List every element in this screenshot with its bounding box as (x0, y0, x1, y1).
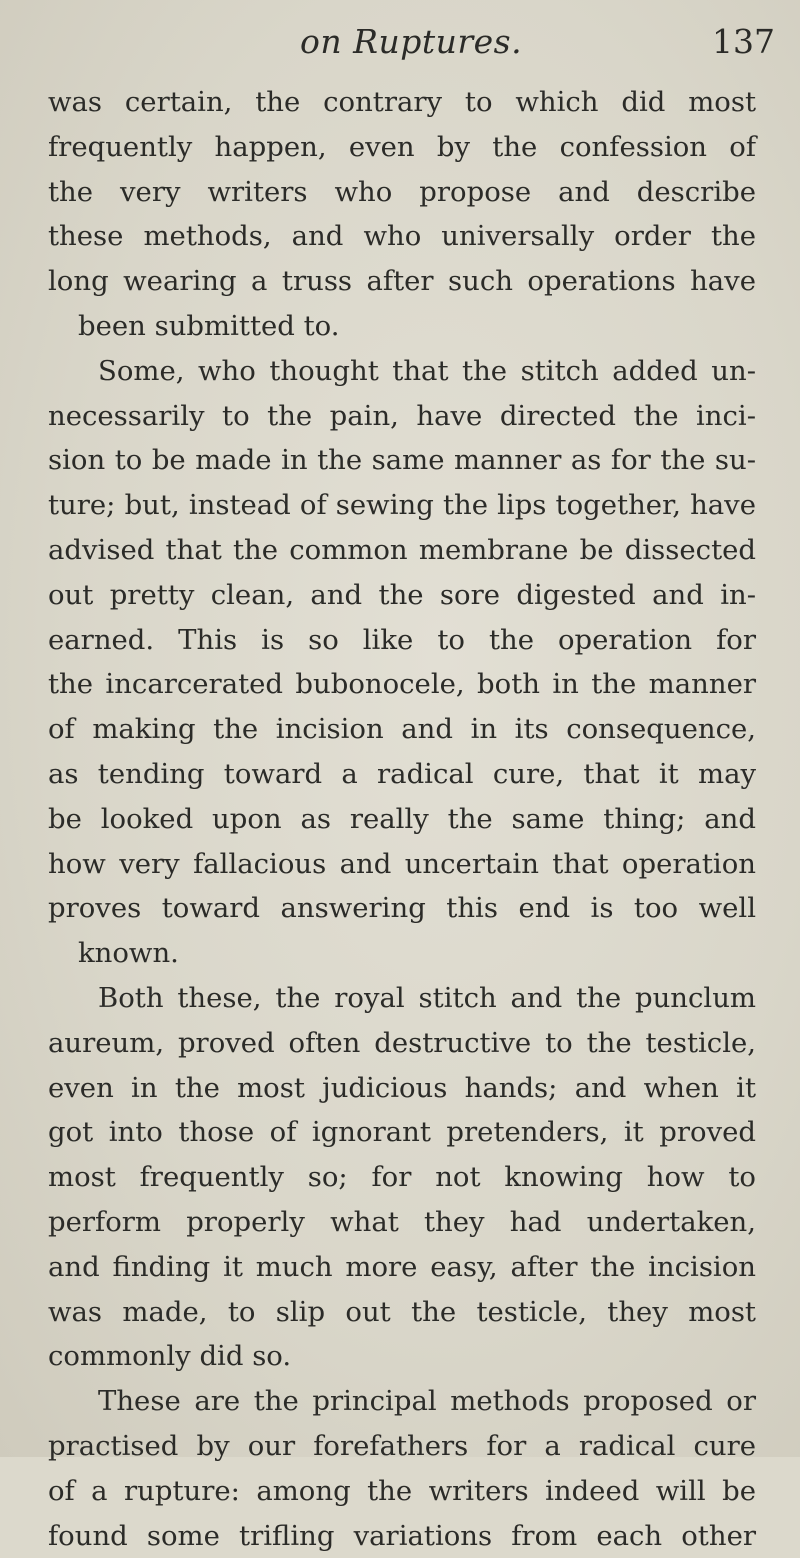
text-line: and finding it much more easy, after the incision (48, 1245, 756, 1290)
text-line: practised by our forefathers for a radical cure (48, 1424, 756, 1469)
text-line: the very writers who propose and describe (48, 170, 756, 215)
text-line: these methods, and who universally order the (48, 214, 756, 259)
paragraph-start: Some, who thought that the stitch added un- (48, 349, 756, 394)
text-line: sion to be made in the same manner as for the su- (48, 438, 756, 483)
text-line: long wearing a truss after such operations have (48, 259, 756, 304)
text-line: proves toward answering this end is too well (48, 886, 756, 931)
text-line: aureum, proved often destructive to the testicle, (48, 1021, 756, 1066)
text-line: ture; but, instead of sewing the lips together, have (48, 483, 756, 528)
running-head: on Ruptures. (300, 22, 522, 61)
text-line: was certain, the contrary to which did most (48, 80, 756, 125)
text-line: known. (48, 931, 756, 976)
paragraph-start: These are the principal methods proposed or (48, 1379, 756, 1424)
page-number: 137 (712, 22, 775, 61)
page-header (0, 22, 800, 72)
text-line: advised that the common membrane be dissected (48, 528, 756, 573)
text-line: even in the most judicious hands; and when it (48, 1066, 756, 1111)
text-line: commonly did so. (48, 1334, 756, 1379)
text-line: of a rupture: among the writers indeed will be (48, 1469, 756, 1514)
text-line: found some trifling variations from each other (48, 1514, 756, 1558)
text-line: perform properly what they had undertaken, (48, 1200, 756, 1245)
text-line: the incarcerated bubonocele, both in the manner (48, 662, 756, 707)
text-line: of making the incision and in its consequence, (48, 707, 756, 752)
text-line: how very fallacious and uncertain that operation (48, 842, 756, 887)
text-line: earned. This is so like to the operation for (48, 618, 756, 663)
text-line: as tending toward a radical cure, that it may (48, 752, 756, 797)
text-line: was made, to slip out the testicle, they most (48, 1290, 756, 1335)
text-line: most frequently so; for not knowing how to (48, 1155, 756, 1200)
text-line: been submitted to. (48, 304, 756, 349)
text-line: got into those of ignorant pretenders, it proved (48, 1110, 756, 1155)
text-line: frequently happen, even by the confession of (48, 125, 756, 170)
body-text (48, 80, 756, 1558)
text-line: necessarily to the pain, have directed the inci- (48, 394, 756, 439)
text-line: be looked upon as really the same thing; and (48, 797, 756, 842)
text-line: out pretty clean, and the sore digested and in- (48, 573, 756, 618)
paragraph-start: Both these, the royal stitch and the punclum (48, 976, 756, 1021)
